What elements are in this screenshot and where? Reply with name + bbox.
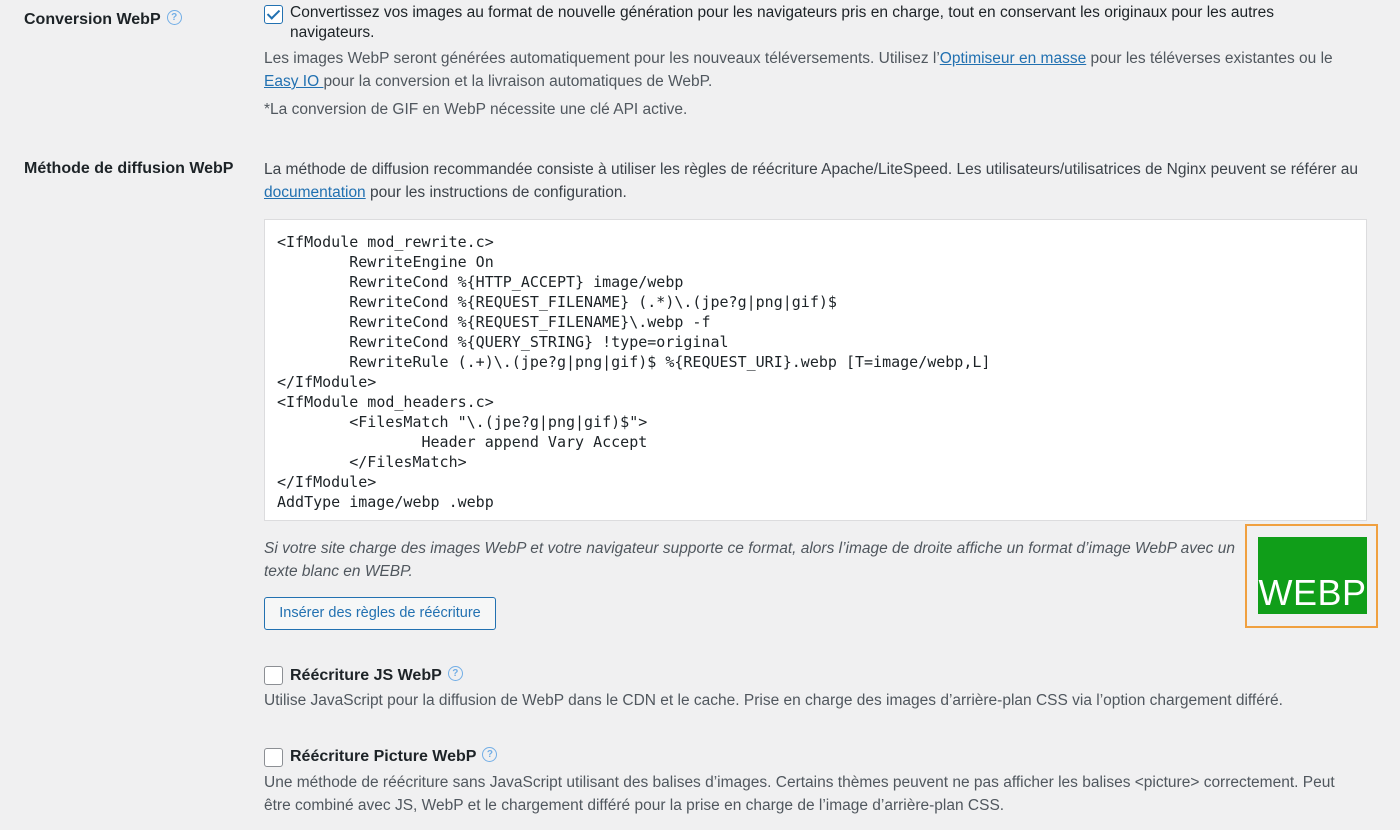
rewrite-rules-code[interactable]: <IfModule mod_rewrite.c> RewriteEngine On RewriteCond %{HTTP_ACCEPT} image/webp RewriteCond %{REQUEST_FILENAME} (.*)\.(jpe?g|png|gif)$ RewriteCond %{REQUEST_FILENAME}\.webp -f RewriteCond %{QUERY_STRING} !type=original RewriteRule (.+)\.(jpe?g|png|gif)$ %{REQUEST_URI}.webp [T=image/webp,L] </IfModule> <IfModule mod_headers.c> <FilesMatch "\.(jpe?g|png|gif)$"> Header append Vary Accept </FilesMatch> </IfModule> AddType image/webp .webp: [264, 219, 1367, 521]
delivery-method-label: Méthode de diffusion WebP: [24, 160, 234, 177]
js-rewrite-description: Utilise JavaScript pour la diffusion de WebP dans le CDN et le cache. Prise en charge des images d’arrière-plan CSS via l’option chargement différé.: [264, 692, 1283, 709]
js-rewrite-checkbox[interactable]: [264, 666, 283, 685]
help-icon[interactable]: ?: [167, 10, 182, 25]
webp-test-image-frame: [1245, 524, 1378, 628]
gif-conversion-note: *La conversion de GIF en WebP nécessite une clé API active.: [264, 101, 688, 118]
conversion-webp-label: Conversion WebP ?: [24, 10, 182, 29]
webp-test-image: WEBP: [1258, 537, 1367, 614]
webp-test-note: Si votre site charge des images WebP et votre navigateur supporte ce format, alors l’image de droite affiche un format d’image WebP avec un texte blanc en WEBP.: [264, 540, 1235, 580]
conversion-webp-description: Les images WebP seront générées automatiquement pour les nouveaux téléversements. Utilisez l’Optimiseur en masse pour les téléverses existantes ou le Easy IO pour la conversion et la livraison automatiques de WebP.: [264, 50, 1333, 90]
bulk-optimizer-link[interactable]: Optimiseur en masse: [939, 50, 1087, 67]
picture-rewrite-description: Une méthode de réécriture sans JavaScript utilisant des balises d’images. Certains thèmes peuvent ne pas afficher les balises <picture> correctement. Peut être combiné avec JS, WebP et le chargement différé pour la prise en charge de l’image d’arrière-plan CSS.: [264, 774, 1335, 814]
js-rewrite-label: Réécriture JS WebP ?: [290, 664, 1370, 687]
picture-rewrite-checkbox[interactable]: [264, 748, 283, 767]
help-icon[interactable]: ?: [482, 747, 497, 762]
help-icon[interactable]: ?: [448, 666, 463, 681]
conversion-webp-checkbox[interactable]: [264, 5, 283, 24]
insert-rewrite-rules-button[interactable]: Insérer des règles de réécriture: [264, 597, 496, 630]
picture-rewrite-label: Réécriture Picture WebP ?: [290, 745, 1370, 768]
documentation-link[interactable]: documentation: [264, 184, 366, 201]
conversion-webp-checkbox-text: Convertissez vos images au format de nouvelle génération pour les navigateurs pris en charge, tout en conservant les originaux pour les autres navigateurs.: [290, 4, 1274, 41]
easy-io-link[interactable]: Easy IO: [264, 73, 324, 90]
delivery-method-intro: La méthode de diffusion recommandée consiste à utiliser les règles de réécriture Apache/LiteSpeed. Les utilisateurs/utilisatrices de Nginx peuvent se référer au documentation pour les instructions de configuration.: [264, 161, 1358, 201]
